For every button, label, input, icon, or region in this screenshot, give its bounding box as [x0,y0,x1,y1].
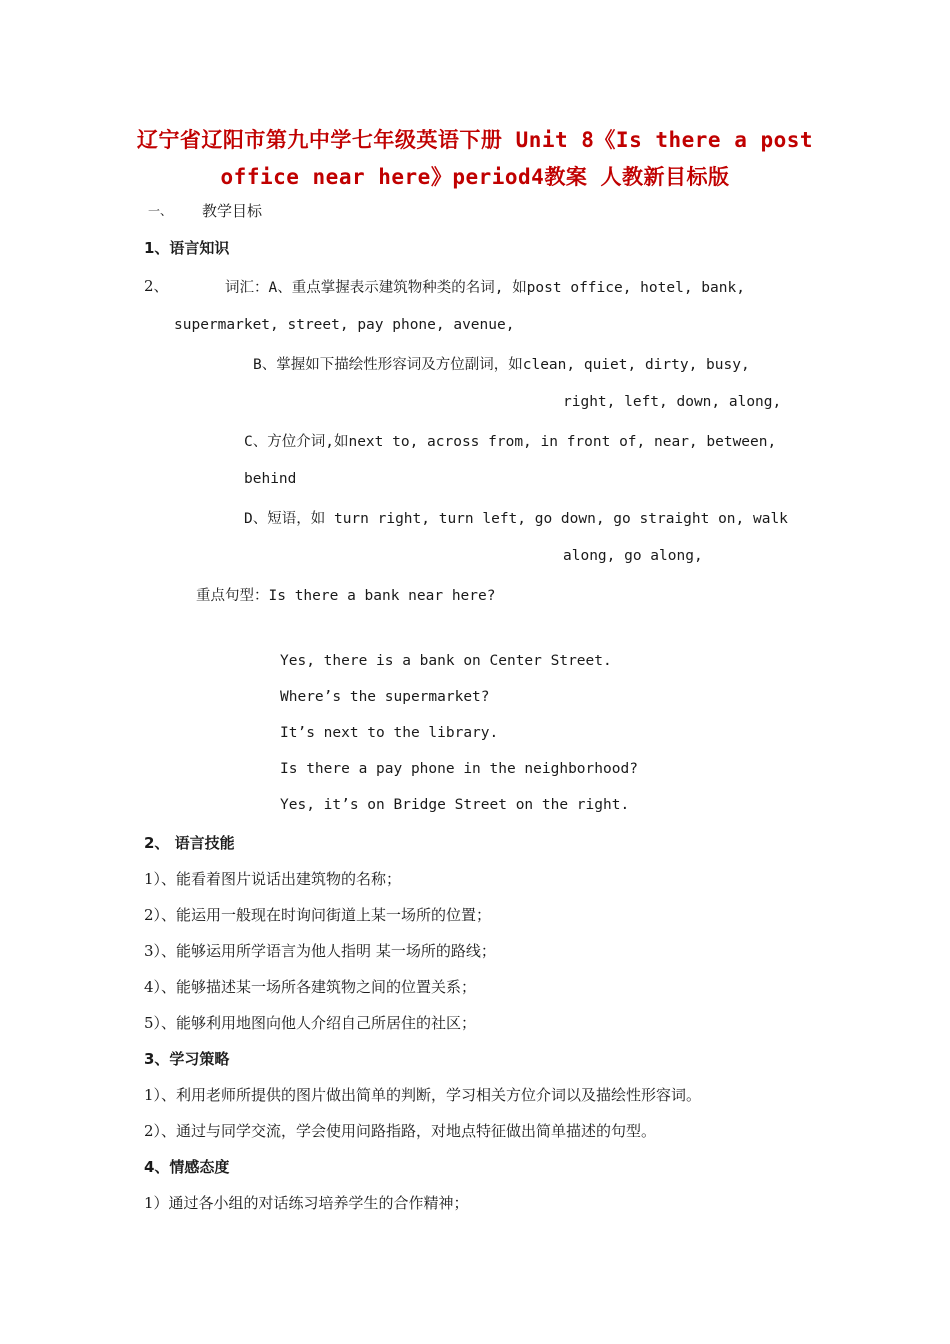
example-sentence: Is there a pay phone in the neighborhood? [280,761,638,777]
heading-language-knowledge: 1、语言知识 [144,239,230,257]
vocab-b: B、掌握如下描绘性形容词及方位副词，如clean, quiet, dirty, busy, [253,357,750,373]
example-sentence: Yes, there is a bank on Center Street. [280,653,612,669]
attitude-item: 1）通过各小组的对话练习培养学生的合作精神； [144,1194,469,1212]
vocab-a-continued: supermarket, street, pay phone, avenue, [174,317,515,333]
skill-item: 2）、能运用一般现在时询问街道上某一场所的位置； [144,906,492,924]
vocab-d: D、短语，如 turn right, turn left, go down, go straight on, walk [244,511,788,527]
vocab-a: 词汇：A、重点掌握表示建筑物种类的名词, 如post office, hotel, bank, [225,280,745,296]
section-heading: 教学目标 [202,202,263,220]
document-title-line-1: 辽宁省辽阳市第九中学七年级英语下册 Unit 8《Is there a post [136,128,814,152]
heading-learning-strategy: 3、学习策略 [144,1050,230,1068]
skill-item: 5）、能够利用地图向他人介绍自己所居住的社区； [144,1014,477,1032]
strategy-item: 2）、通过与同学交流，学会使用问路指路，对地点特征做出简单描述的句型。 [144,1122,657,1140]
strategy-item: 1）、利用老师所提供的图片做出简单的判断，学习相关方位介词以及描绘性形容词。 [144,1086,702,1104]
document-title-line-2: office near here》period4教案 人教新目标版 [220,165,730,189]
example-sentence: Where’s the supermarket? [280,689,490,705]
example-sentence: Yes, it’s on Bridge Street on the right. [280,797,630,813]
heading-language-skills: 2、 语言技能 [144,834,235,852]
heading-emotional-attitude: 4、情感态度 [144,1158,230,1176]
key-sentence-pattern: 重点句型：Is there a bank near here? [196,588,496,604]
skill-item: 3）、能够运用所学语言为他人指明 某一场所的路线； [144,942,496,960]
vocab-c: C、方位介词,如next to, across from, in front of, near, between, [244,434,777,450]
vocab-number: 2、 [144,277,169,295]
skill-item: 1）、能看着图片说话出建筑物的名称； [144,870,402,888]
example-sentence: It’s next to the library. [280,725,499,741]
vocab-b-continued: right, left, down, along, [563,394,782,410]
section-number: 一、 [148,204,173,218]
skill-item: 4）、能够描述某一场所各建筑物之间的位置关系； [144,978,477,996]
vocab-d-continued: along, go along, [563,548,703,564]
vocab-c-continued: behind [244,471,297,487]
